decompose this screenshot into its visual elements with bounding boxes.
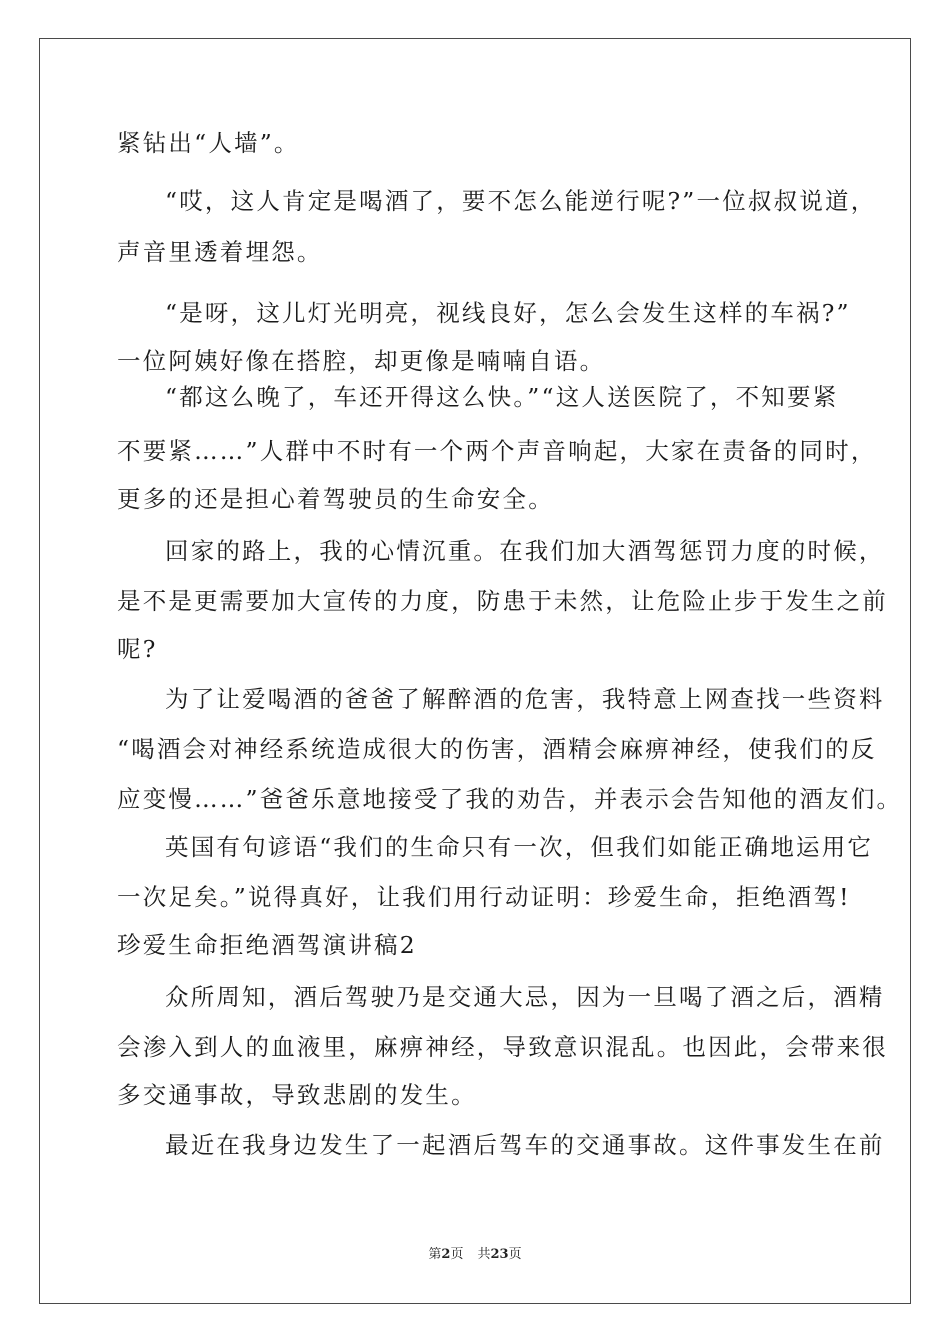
section-heading: 珍爱生命拒绝酒驾演讲稿2	[117, 931, 417, 959]
page-prefix: 第	[428, 1247, 442, 1262]
page-footer	[0, 1246, 950, 1264]
page-suffix: 页	[450, 1247, 464, 1262]
page-border	[39, 38, 911, 1304]
text-line: 英国有句谚语“我们的生命只有一次，但我们如能正确地运用它	[165, 833, 874, 861]
text-line: 会渗入到人的血液里，麻痹神经，导致意识混乱。也因此，会带来很	[117, 1033, 888, 1061]
text-line: 应变慢……”爸爸乐意地接受了我的劝告，并表示会告知他的酒友们。	[117, 785, 903, 813]
total-prefix: 共	[477, 1247, 491, 1262]
text-line: 是不是更需要加大宣传的力度，防患于未然，让危险止步于发生之前	[117, 587, 888, 615]
text-line: 一次足矣。”说得真好，让我们用行动证明：珍爱生命，拒绝酒驾!	[117, 883, 851, 911]
text-line: 为了让爱喝酒的爸爸了解醉酒的危害，我特意上网查找一些资料	[165, 685, 885, 713]
total-suffix: 页	[508, 1247, 522, 1262]
text-line: 回家的路上，我的心情沉重。在我们加大酒驾惩罚力度的时候，	[165, 537, 885, 565]
text-line: “喝酒会对神经系统造成很大的伤害，酒精会麻痹神经，使我们的反	[117, 735, 877, 763]
text-line: 多交通事故，导致悲剧的发生。	[117, 1081, 477, 1109]
total-pages: 23	[490, 1247, 509, 1262]
text-line: 众所周知，酒后驾驶乃是交通大忌，因为一旦喝了酒之后，酒精	[165, 983, 885, 1011]
text-line: 紧钻出“人墙”。	[117, 129, 300, 157]
text-line: 呢?	[117, 635, 158, 663]
text-line: 最近在我身边发生了一起酒后驾车的交通事故。这件事发生在前	[165, 1131, 885, 1159]
text-line: 声音里透着埋怨。	[117, 238, 323, 266]
page-number: 2	[441, 1247, 451, 1262]
text-line: 一位阿姨好像在搭腔，却更像是喃喃自语。	[117, 347, 606, 375]
text-line: “是呀，这儿灯光明亮，视线良好，怎么会发生这样的车祸?”	[165, 299, 851, 327]
text-line: “哎，这人肯定是喝酒了，要不怎么能逆行呢?”一位叔叔说道，	[165, 187, 877, 215]
text-line: “都这么晚了，车还开得这么快。”“这人送医院了，不知要紧	[165, 383, 839, 411]
text-line: 更多的还是担心着驾驶员的生命安全。	[117, 485, 554, 513]
text-line: 不要紧……”人群中不时有一个两个声音响起，大家在责备的同时，	[117, 437, 877, 465]
